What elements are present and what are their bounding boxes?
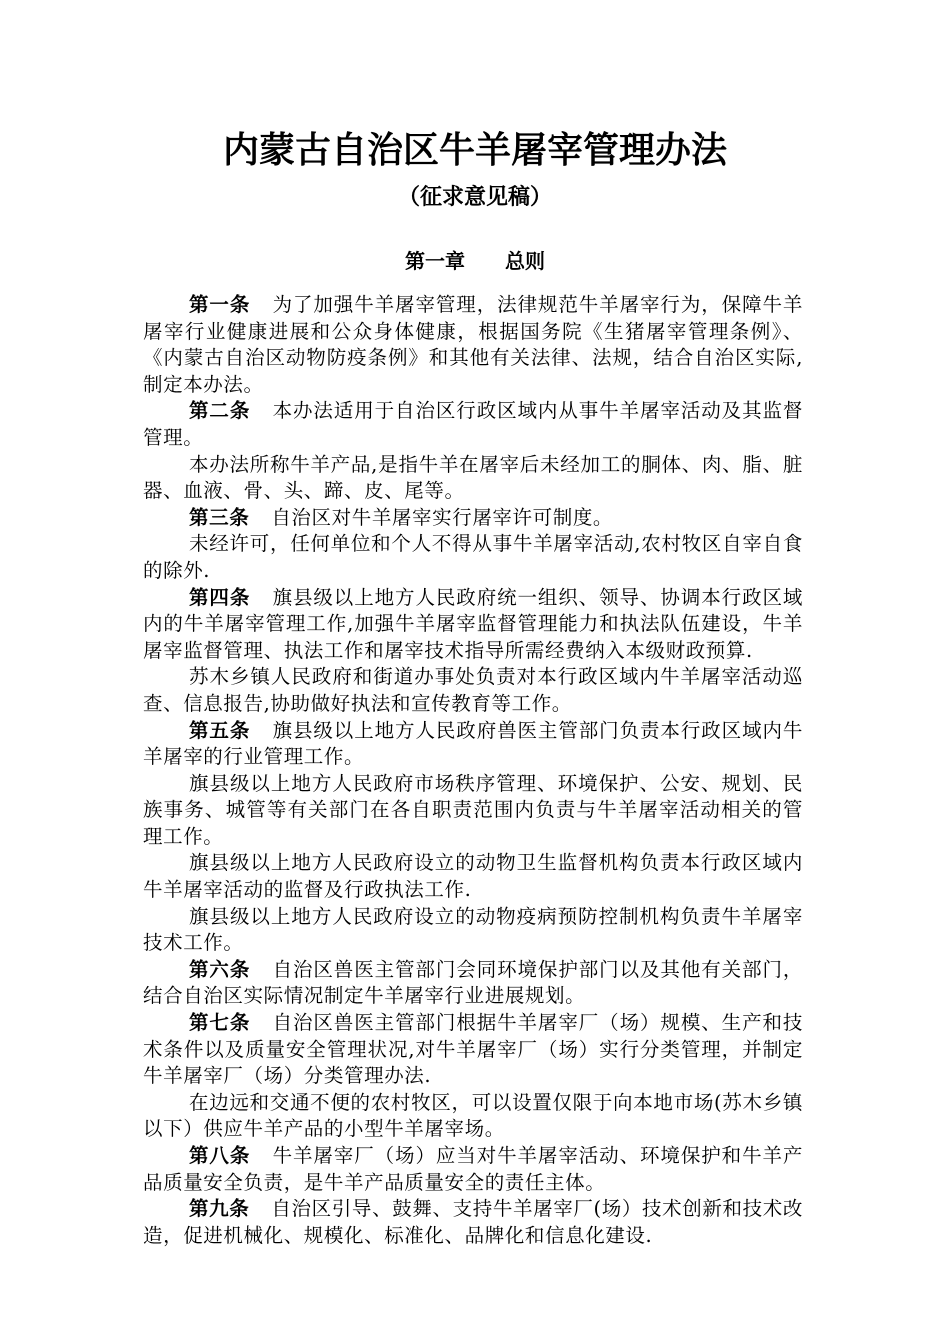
article-paragraph: [143, 957, 803, 1010]
article-label: 第五条: [189, 718, 251, 742]
article-text: 本办法适用于自治区行政区域内从事牛羊屠宰活动及其监督管理。: [143, 399, 803, 449]
article-paragraph: [143, 398, 803, 451]
article-text: 自治区兽医主管部门会同环境保护部门以及其他有关部门，结合自治区实际情况制定牛羊屠宰行业进展规划。: [143, 957, 803, 1008]
article-label: 第八条: [189, 1144, 251, 1167]
article-text: 苏木乡镇人民政府和街道办事处负责对本行政区域内牛羊屠宰活动巡查、信息报告,协助做好执法和宣传教育等工作。: [143, 665, 803, 715]
article-paragraph: [143, 904, 803, 957]
article-label: 第二条: [189, 399, 251, 423]
article-paragraph: [143, 505, 803, 532]
article-text: 旗县级以上地方人民政府设立的动物疫病预防控制机构负责牛羊屠宰技术工作。: [143, 904, 803, 955]
article-paragraph: [143, 664, 803, 717]
article-label: 第七条: [189, 1011, 251, 1035]
article-text: 在边远和交通不便的农村牧区，可以设置仅限于向本地市场(苏木乡镇以下）供应牛羊产品的小型牛羊屠宰场。: [143, 1090, 803, 1141]
article-paragraph: [143, 531, 803, 584]
article-label: 第三条: [189, 505, 250, 529]
article-paragraph: [143, 1090, 803, 1143]
article-text: 旗县级以上地方人民政府市场秩序管理、环境保护、公安、规划、民族事务、城管等有关部门在各自职责范围内负责与牛羊屠宰活动相关的管理工作。: [143, 771, 803, 848]
article-text: 自治区引导、鼓舞、支持牛羊屠宰厂(场）技术创新和技术改造，促进机械化、规模化、标准化、品牌化和信息化建设.: [143, 1197, 803, 1247]
article-text: 未经许可，任何单位和个人不得从事牛羊屠宰活动,农村牧区自宰自食的除外.: [143, 532, 803, 582]
document-title: 内蒙古自治区牛羊屠宰管理办法: [222, 129, 727, 171]
chapter-number: 第一章: [405, 249, 465, 273]
chapter-name: 总则: [505, 249, 545, 273]
article-text: 旗县级以上地方人民政府设立的动物卫生监督机构负责本行政区域内牛羊屠宰活动的监督及行政执法工作.: [143, 851, 803, 902]
article-paragraph: [143, 1196, 803, 1249]
article-text: 自治区兽医主管部门根据牛羊屠宰厂（场）规模、生产和技术条件以及质量安全管理状况,对牛羊屠宰厂（场）实行分类管理，并制定牛羊屠宰厂（场）分类管理办法.: [143, 1011, 803, 1088]
article-paragraph: [143, 292, 803, 398]
chapter-heading: [0, 245, 950, 277]
article-paragraph: [143, 771, 803, 851]
article-label: 第九条: [189, 1197, 250, 1221]
document-subtitle: （征求意见稿）: [397, 184, 552, 210]
document-body: [143, 292, 803, 1249]
article-text: 本办法所称牛羊产品,是指牛羊在屠宰后未经加工的胴体、肉、脂、脏器、血液、骨、头、蹄、皮、尾等。: [143, 452, 803, 503]
article-text: 为了加强牛羊屠宰管理，法律规范牛羊屠宰行为，保障牛羊屠宰行业健康进展和公众身体健康，根据国务院《生猪屠宰管理条例》、《内蒙古自治区动物防疫条例》和其他有关法律、法规，结合自治区实际,制定本办法。: [143, 293, 803, 396]
article-label: 第一条: [189, 293, 251, 316]
article-label: 第四条: [189, 585, 251, 609]
article-paragraph: [143, 718, 803, 771]
article-label: 第六条: [189, 957, 251, 981]
article-paragraph: [143, 850, 803, 903]
article-paragraph: [143, 585, 803, 665]
article-text: 自治区对牛羊屠宰实行屠宰许可制度。: [271, 505, 614, 529]
article-text: 旗县级以上地方人民政府兽医主管部门负责本行政区域内牛羊屠宰的行业管理工作。: [143, 718, 803, 769]
article-text: 旗县级以上地方人民政府统一组织、领导、协调本行政区域内的牛羊屠宰管理工作,加强牛羊屠宰监督管理能力和执法队伍建设，牛羊屠宰监督管理、执法工作和屠宰技术指导所需经费纳入本级财政预算.: [143, 585, 803, 662]
article-paragraph: [143, 1143, 803, 1196]
article-text: 牛羊屠宰厂（场）应当对牛羊屠宰活动、环境保护和牛羊产品质量安全负责，是牛羊产品质量安全的责任主体。: [143, 1144, 803, 1194]
article-paragraph: [143, 1010, 803, 1090]
article-paragraph: [143, 452, 803, 505]
